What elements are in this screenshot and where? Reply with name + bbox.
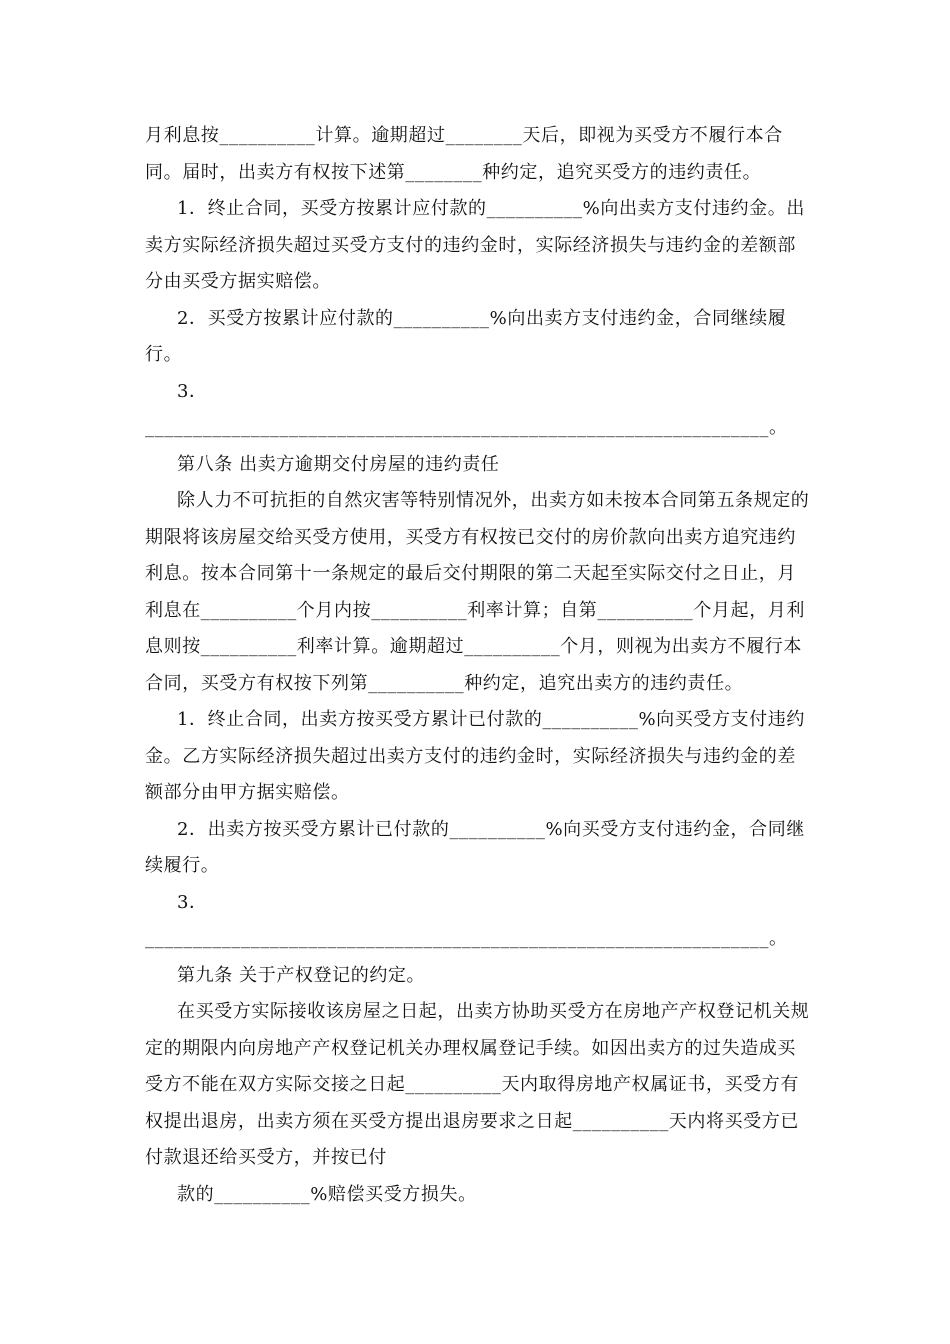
paragraph-option-1-terminate: 1．终止合同，买受方按累计应付款的__________%向出卖方支付违约金。出卖方实际经济损失超过买受方支付的违约金时，实际经济损失与违约金的差额部分由买受方据实赔偿。 xyxy=(145,198,805,292)
article-8-body: 除人力不可抗拒的自然灾害等特别情况外，出卖方如未按本合同第五条规定的期限将该房屋交给买受方使用，买受方有权按已交付的房价款向出卖方追究违约利息。按本合同第十一条规定的最后交付期限的第二天起至实际交付之日止，月利息在__________个月内按__________利率计算；自第__________个月起，月利息则按__________利率计算。逾期超过__________个月，则视为出卖方不履行本合同，买受方有权按下列第__________种约定，追究出卖方的违约责任。 xyxy=(145,490,810,694)
article-8-heading: 第八条 出卖方逾期交付房屋的违约责任 xyxy=(177,453,500,475)
document-body xyxy=(145,118,810,1213)
article-9-heading: 第九条 关于产权登记的约定。 xyxy=(177,964,426,986)
article-8-option-3-blank: 3．_________________________________________________________________。 xyxy=(145,891,788,949)
paragraph-late-payment-continued: 月利息按__________计算。逾期超过________天后，即视为买受方不履行本合同。届时，出卖方有权按下述第________种约定，追究买受方的违约责任。 xyxy=(145,125,783,183)
article-8-option-2: 2．出卖方按买受方累计已付款的__________%向买受方支付违约金，合同继续履行。 xyxy=(145,818,805,876)
paragraph-option-2-continue: 2．买受方按累计应付款的__________%向出卖方支付违约金，合同继续履行。 xyxy=(145,307,787,365)
article-9-body: 在买受方实际接收该房屋之日起，出卖方协助买受方在房地产产权登记机关规定的期限内向房地产产权登记机关办理权属登记手续。如因出卖方的过失造成买受方不能在双方实际交接之日起__________天内取得房地产权属证书，买受方有权提出退房，出卖方须在买受方提出退房要求之日起__________天内将买受方已付款退还给买受方，并按已付 xyxy=(145,1001,810,1168)
article-9-body-end: 款的__________%赔偿买受方损失。 xyxy=(177,1183,477,1205)
article-8-option-1: 1．终止合同，出卖方按买受方累计已付款的__________%向买受方支付违约金。乙方实际经济损失超过出卖方支付的违约金时，实际经济损失与违约金的差额部分由甲方据实赔偿。 xyxy=(145,709,805,803)
paragraph-option-3-blank: 3．_________________________________________________________________。 xyxy=(145,380,788,438)
